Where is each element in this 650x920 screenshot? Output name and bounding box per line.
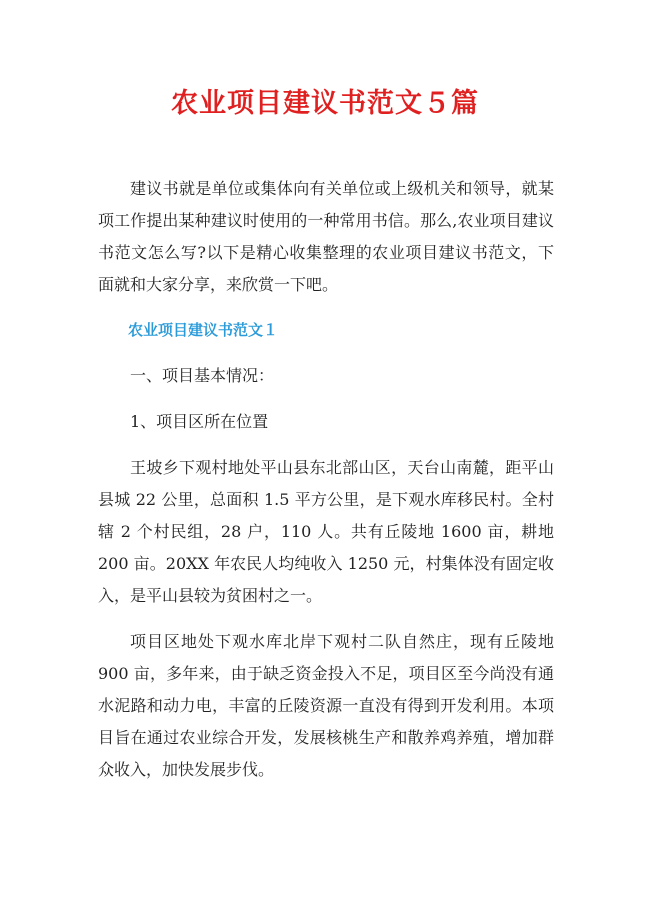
- location-paragraph: 王坡乡下观村地处平山县东北部山区，天台山南麓，距平山县城 22 公里，总面积 1.5 平方公里，是下观水库移民村。全村辖 2 个村民组，28 户，110 人。共有丘陵地 1600 亩，耕地 200 亩。20XX 年农民人均纯收入 1250 元，村集体没有固定收入，是平山县较为贫困村之一。: [98, 458, 554, 605]
- subheading-project-basics: 一、项目基本情况：: [130, 366, 275, 385]
- subheading-project-location: 1、项目区所在位置: [130, 412, 269, 431]
- document-body: [98, 173, 554, 786]
- intro-paragraph: 建议书就是单位或集体向有关单位或上级机关和领导，就某项工作提出某种建议时使用的一种常用书信。那么,农业项目建议书范文怎么写?以下是精心收集整理的农业项目建议书范文，下面就和大家分享，来欣赏一下吧。: [98, 179, 554, 294]
- document-title: 农业项目建议书范文５篇: [171, 88, 479, 119]
- section-heading: 农业项目建议书范文１: [128, 321, 279, 339]
- project-area-paragraph: 项目区地处下观水库北岸下观村二队自然庄，现有丘陵地 900 亩，多年来，由于缺乏资金投入不足，项目区至今尚没有通水泥路和动力电，丰富的丘陵资源一直没有得到开发利用。本项目旨在通过农业综合开发，发展核桃生产和散养鸡养殖，增加群众收入，加快发展步伐。: [98, 632, 554, 779]
